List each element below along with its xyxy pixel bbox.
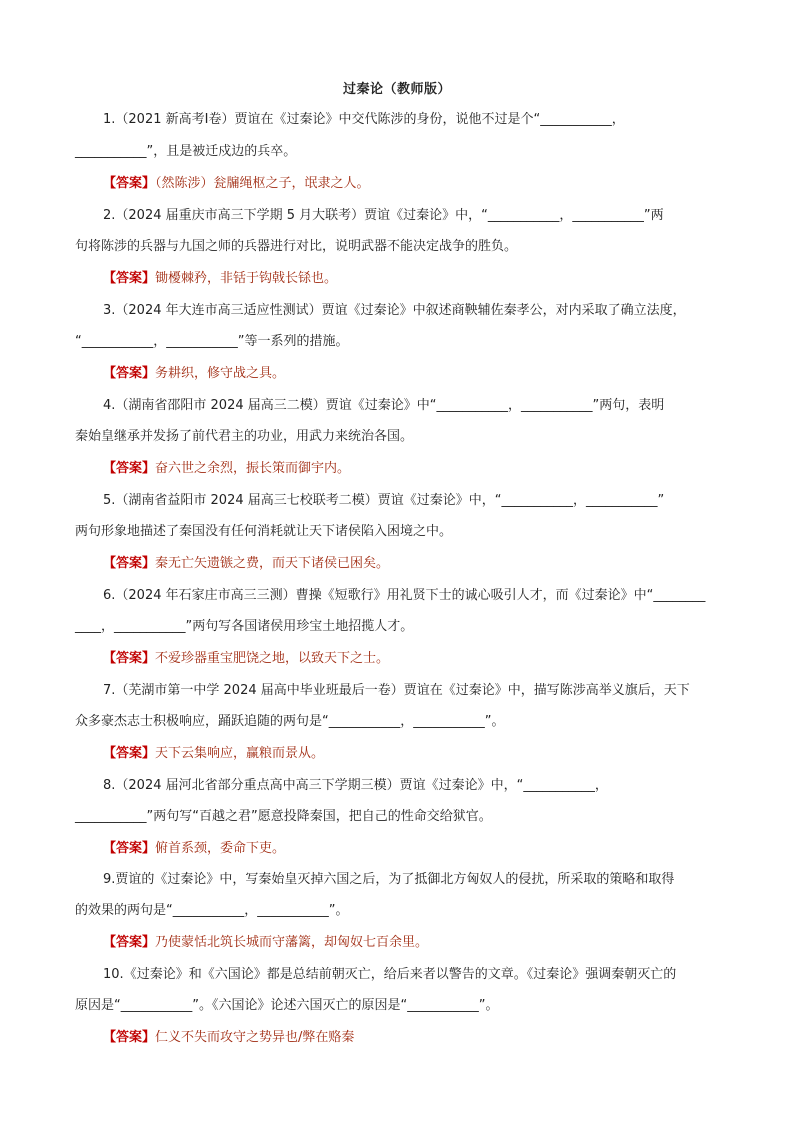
question-line: 两句形象地描述了秦国没有任何消耗就让天下诸侯陷入困境之中。: [75, 524, 453, 539]
answer-label: 【答案】: [103, 746, 156, 761]
question-line: [103, 682, 748, 700]
answer-line: [103, 745, 748, 763]
question-line: [103, 587, 748, 605]
question-number: 1.: [103, 112, 116, 127]
answer-label: 【答案】: [103, 556, 156, 571]
answer-label: 【答案】: [103, 366, 156, 381]
question-line: [103, 397, 748, 415]
question-line: 原因是“___________”。《六国论》论述六国灭亡的原因是“___________”。: [75, 998, 499, 1013]
question-number: 8.: [103, 778, 116, 793]
question-number: 2.: [103, 208, 116, 223]
answer-line: [103, 270, 748, 288]
page-title: 过秦论（教师版）: [342, 82, 451, 97]
question-number: 6.: [103, 588, 116, 603]
question-text: 贾谊的《过秦论》中，写秦始皇灭掉六国之后，为了抵御北方匈奴人的侵扰，所采取的策略和取得: [115, 872, 675, 887]
question-number: 10.: [103, 967, 124, 982]
answer-text: 奋六世之余烈，振长策而御宇内。: [155, 461, 351, 476]
question-number: 7.: [103, 683, 116, 698]
question-text: （2024 年石家庄市高三三测）曹操《短歌行》用礼贤下士的诚心吸引人才，而《过秦论》中“________: [115, 588, 706, 603]
answer-label: 【答案】: [103, 176, 156, 191]
question-line: ___________”，且是被迁戍边的兵卒。: [75, 144, 297, 159]
question-number: 5.: [103, 493, 116, 508]
question-text: （湖南省益阳市 2024 届高三七校联考二模）贾谊《过秦论》中，“___________，___________”: [115, 493, 665, 508]
question-line: [103, 492, 748, 510]
answer-text: 仁义不失而攻守之势异也/弊在赂秦: [155, 1030, 355, 1045]
answer-line: [103, 934, 748, 952]
question-text: （2024 年大连市高三适应性测试）贾谊《过秦论》中叙述商鞅辅佐秦孝公，对内采取了确立法度，: [115, 303, 686, 318]
answer-text: 俯首系颈，委命下吏。: [155, 841, 286, 856]
answer-text: 不爱珍器重宝肥饶之地，以致天下之士。: [155, 651, 390, 666]
answer-text: （然陈涉）瓮牖绳枢之子，氓隶之人。: [155, 176, 370, 191]
answer-text: 乃使蒙恬北筑长城而守藩篱，却匈奴七百余里。: [155, 935, 429, 950]
answer-line: [103, 650, 748, 668]
question-line: 众多豪杰志士积极响应，踊跃追随的两句是“___________，___________”。: [75, 714, 505, 729]
question-text: （2024 届河北省部分重点高中高三下学期三模）贾谊《过秦论》中，“___________，: [115, 778, 608, 793]
answer-label: 【答案】: [103, 271, 156, 286]
question-line: 的效果的两句是“___________，___________”。: [75, 903, 349, 918]
question-line: [103, 777, 748, 795]
answer-text: 锄櫌棘矜，非铦于钩戟长铩也。: [155, 271, 338, 286]
question-text: （芜湖市第一中学 2024 届高中毕业班最后一卷）贾谊在《过秦论》中，描写陈涉高举义旗后，天下: [115, 683, 690, 698]
answer-line: [103, 365, 748, 383]
answer-line: [103, 840, 748, 858]
answer-label: 【答案】: [103, 1030, 156, 1045]
question-line: 句将陈涉的兵器与九国之师的兵器进行对比，说明武器不能决定战争的胜负。: [75, 239, 518, 254]
question-line: [103, 871, 748, 889]
question-line: “___________，___________”等一系列的措施。: [75, 334, 349, 349]
answer-line: [103, 555, 748, 573]
answer-text: 天下云集响应，赢粮而景从。: [155, 746, 325, 761]
answer-line: [103, 1029, 748, 1047]
answer-label: 【答案】: [103, 651, 156, 666]
question-number: 9.: [103, 872, 116, 887]
question-text: （湖南省邵阳市 2024 届高三二模）贾谊《过秦论》中“___________，___________”两句，表明: [115, 398, 665, 413]
question-line: ___________”两句写“百越之君”愿意投降秦国，把自己的性命交给狱官。: [75, 809, 492, 824]
question-line: [103, 111, 748, 129]
question-number: 3.: [103, 303, 116, 318]
answer-label: 【答案】: [103, 841, 156, 856]
question-line: [103, 966, 748, 984]
answer-line: [103, 460, 748, 478]
question-line: ____，___________”两句写各国诸侯用珍宝土地招揽人才。: [75, 619, 414, 634]
question-line: [103, 207, 748, 225]
question-line: 秦始皇继承并发扬了前代君主的功业，用武力来统治各国。: [75, 429, 414, 444]
answer-text: 秦无亡矢遗镞之费，而天下诸侯已困矣。: [155, 556, 390, 571]
question-text: 《过秦论》和《六国论》都是总结前朝灭亡，给后来者以警告的文章。《过秦论》强调秦朝灭亡的: [123, 967, 677, 982]
answer-text: 务耕织，修守战之具。: [155, 366, 286, 381]
question-number: 4.: [103, 398, 116, 413]
question-text: （2021 新高考Ⅰ卷）贾谊在《过秦论》中交代陈涉的身份，说他不过是个“___________，: [115, 112, 625, 127]
answer-line: [103, 175, 748, 193]
question-line: [103, 302, 748, 320]
answer-label: 【答案】: [103, 935, 156, 950]
question-text: （2024 届重庆市高三下学期 5 月大联考）贾谊《过秦论》中，“___________，___________”两: [115, 208, 664, 223]
answer-label: 【答案】: [103, 461, 156, 476]
